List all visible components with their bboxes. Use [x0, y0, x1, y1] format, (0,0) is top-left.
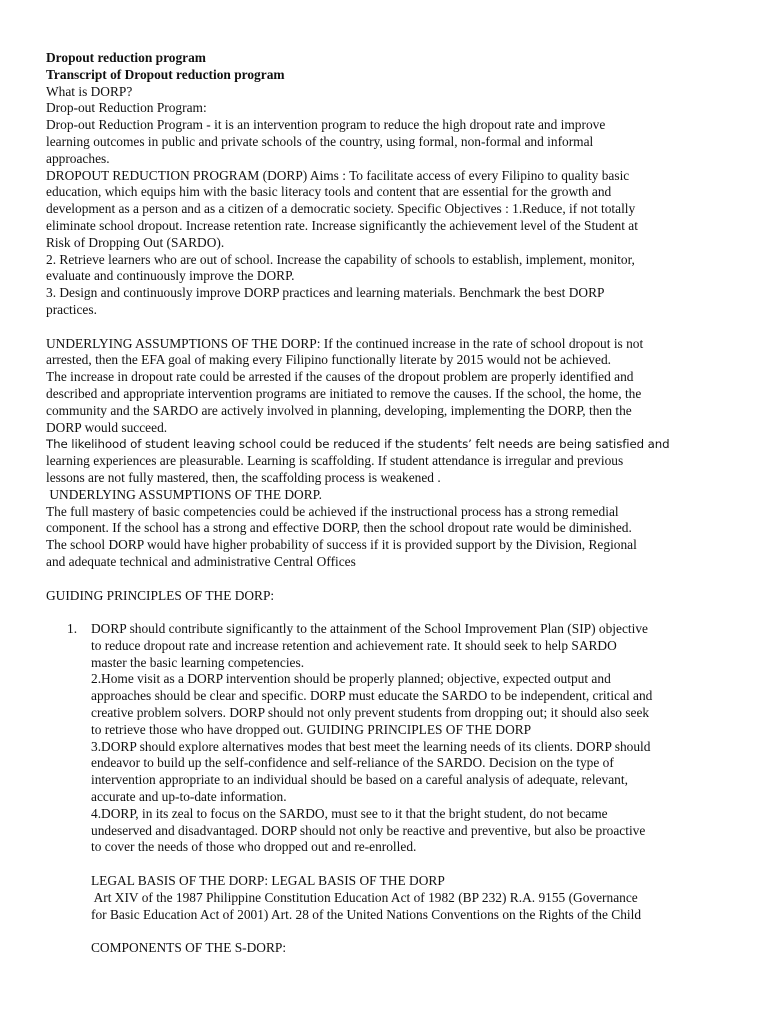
text-line: LEGAL BASIS OF THE DORP: LEGAL BASIS OF THE DORP	[91, 873, 445, 889]
text-line: development as a person and as a citizen of a democratic society. Specific Objectives : 1.Reduce, if not totally	[46, 201, 636, 217]
text-line: eliminate school dropout. Increase retention rate. Increase significantly the achievement level of the Student at	[46, 217, 638, 233]
text-line: 2. Retrieve learners who are out of school. Increase the capability of schools to establish, implement, monitor,	[46, 251, 635, 267]
text-line: approaches.	[46, 150, 110, 166]
text-line: The increase in dropout rate could be arrested if the causes of the dropout problem are properly identified and	[46, 369, 634, 385]
paragraph-gap	[46, 856, 722, 873]
legal-section	[46, 873, 722, 923]
assumptions-section	[46, 336, 722, 571]
text-line: The school DORP would have higher probability of success if it is provided support by the Division, Regional	[46, 537, 637, 553]
text-line: for Basic Education Act of 2001) Art. 28 of the United Nations Conventions on the Rights of the Child	[91, 906, 642, 922]
list-marker: 1.	[67, 621, 78, 637]
text-line: The full mastery of basic competencies could be achieved if the instructional process has a strong remedial	[46, 503, 619, 519]
text-line: community and the SARDO are actively involved in planning, developing, implementing the DORP, then the	[46, 402, 632, 418]
text-line: learning outcomes in public and private schools of the country, using formal, non-formal and informal	[46, 133, 594, 149]
text-line: to retrieve those who have dropped out. GUIDING PRINCIPLES OF THE DORP	[91, 721, 532, 737]
intro-section	[46, 84, 722, 319]
text-line: accurate and up-to-date information.	[91, 789, 287, 805]
text-line: evaluate and continuously improve the DORP.	[46, 268, 295, 284]
text-line: described and appropriate intervention programs are initiated to remove the causes. If the school, the home, the	[46, 385, 642, 401]
principles-list	[46, 621, 722, 856]
components-section	[46, 940, 722, 957]
text-line: master the basic learning competencies.	[91, 654, 305, 670]
text-line: endeavor to build up the self-confidence and self-reliance of the SARDO. Decision on the type of	[91, 755, 614, 771]
text-line: intervention appropriate to an individual should be based on a careful analysis of adequate, relevant,	[91, 772, 628, 788]
document-title: Dropout reduction program	[46, 50, 206, 65]
paragraph-gap	[46, 319, 722, 336]
text-line: to reduce dropout rate and increase retention and achievement rate. It should seek to help SARDO	[91, 637, 617, 653]
text-line: lessons are not fully mastered, then, the scaffolding process is weakened .	[46, 469, 441, 485]
text-line: UNDERLYING ASSUMPTIONS OF THE DORP: If the continued increase in the rate of school dropout is not	[46, 335, 644, 351]
text-line: 4.DORP, in its zeal to focus on the SARDO, must see to it that the bright student, do not became	[91, 805, 608, 821]
text-line: to cover the needs of those who dropped out and re-enrolled.	[91, 839, 417, 855]
paragraph-gap	[46, 604, 722, 621]
text-line: undeserved and disadvantaged. DORP should not only be reactive and preventive, but also be proactive	[91, 822, 646, 838]
text-line: arrested, then the EFA goal of making every Filipino functionally literate by 2015 would not be achieved.	[46, 352, 611, 368]
text-line: The likelihood of student leaving school could be reduced if the students’ felt needs are being satisfied and	[46, 437, 670, 452]
section-heading: COMPONENTS OF THE S-DORP:	[91, 940, 287, 956]
paragraph-gap	[46, 923, 722, 940]
text-line: Art XIV of the 1987 Philippine Constitution Education Act of 1982 (BP 232) R.A. 9155 (Governance	[91, 889, 638, 905]
document-subtitle: Transcript of Dropout reduction program	[46, 66, 285, 82]
text-line: UNDERLYING ASSUMPTIONS OF THE DORP.	[46, 486, 322, 502]
text-line: approaches should be clear and specific. DORP must educate the SARDO to be independent, critical and	[91, 688, 653, 704]
text-line: DROPOUT REDUCTION PROGRAM (DORP) Aims : To facilitate access of every Filipino to quality basic	[46, 167, 630, 183]
text-line: 2.Home visit as a DORP intervention should be properly planned; objective, expected output and	[91, 671, 611, 687]
text-line: education, which equips him with the basic literacy tools and content that are essential for the growth and	[46, 184, 612, 200]
document-page	[46, 50, 722, 957]
section-heading: GUIDING PRINCIPLES OF THE DORP:	[46, 587, 275, 603]
text-line: practices.	[46, 301, 97, 317]
text-line: What is DORP?	[46, 83, 133, 99]
list-item	[46, 621, 722, 856]
text-line: DORP should contribute significantly to the attainment of the School Improvement Plan (SIP) objective	[91, 621, 648, 637]
text-line: 3.DORP should explore alternatives modes that best meet the learning needs of its clients. DORP should	[91, 738, 651, 754]
text-line: 3. Design and continuously improve DORP practices and learning materials. Benchmark the best DORP	[46, 285, 605, 301]
text-line: learning experiences are pleasurable. Learning is scaffolding. If student attendance is irregular and previous	[46, 453, 624, 469]
text-line: component. If the school has a strong and effective DORP, then the school dropout rate would be diminished.	[46, 520, 632, 536]
text-line: and adequate technical and administrative Central Offices	[46, 553, 356, 569]
text-line: Drop-out Reduction Program:	[46, 100, 207, 116]
text-line: Drop-out Reduction Program - it is an intervention program to reduce the high dropout rate and improve	[46, 117, 606, 133]
paragraph-gap	[46, 571, 722, 588]
text-line: creative problem solvers. DORP should not only prevent students from dropping out; it should also seek	[91, 705, 650, 721]
text-line: DORP would succeed.	[46, 419, 168, 435]
text-line: Risk of Dropping Out (SARDO).	[46, 234, 225, 250]
